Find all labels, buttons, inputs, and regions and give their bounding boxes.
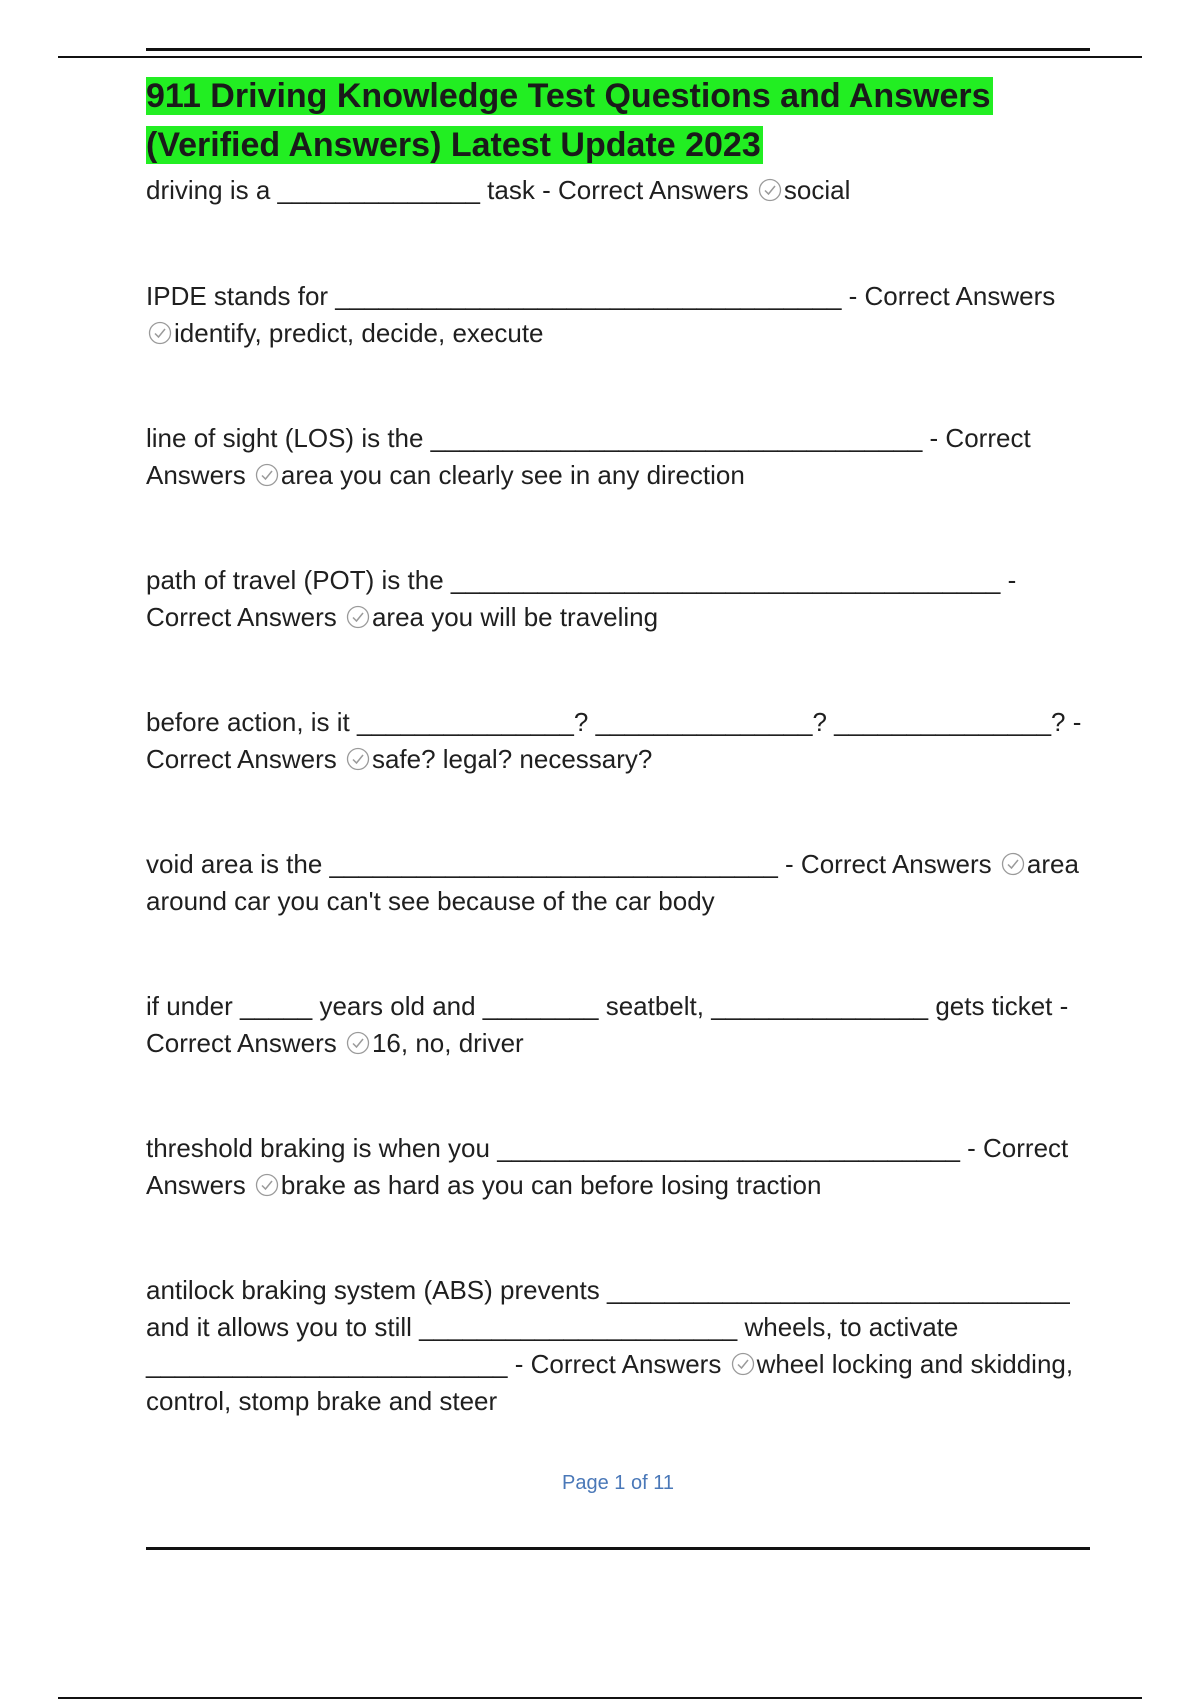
question-text: threshold braking is when you ________________________________ [146, 1133, 960, 1163]
check-icon [731, 1349, 755, 1373]
qa-item-6 [146, 846, 1090, 920]
question-text: IPDE stands for ___________________________________ [146, 281, 842, 311]
answer-prefix: - Correct Answers [146, 707, 1082, 774]
qa-item-1 [146, 172, 1090, 209]
answer-text: brake as hard as you can before losing traction [280, 1170, 822, 1200]
question-text: before action, is it _______________? _______________? _______________? [146, 707, 1066, 737]
answer-text: area you will be traveling [371, 602, 659, 632]
answer-prefix: - Correct Answers [777, 849, 999, 879]
page-rule-inner-top [146, 48, 1090, 51]
page-rule-outer-bottom [58, 1697, 1142, 1699]
page-number: Page 1 of 11 [562, 1472, 674, 1494]
check-icon [346, 1028, 370, 1052]
answer-prefix: - Correct Answers [146, 423, 1031, 490]
check-icon [346, 602, 370, 626]
qa-item-2 [146, 278, 1090, 352]
answer-text: wheel locking and skidding, control, stomp brake and steer [146, 1349, 1074, 1416]
answer-text: safe? legal? necessary? [371, 744, 653, 774]
check-icon [148, 318, 172, 342]
question-text: driving is a ______________ task [146, 175, 535, 205]
answer-text: 16, no, driver [371, 1028, 524, 1058]
answer-prefix: - Correct Answers [534, 175, 756, 205]
check-icon [346, 744, 370, 768]
qa-item-8 [146, 1130, 1090, 1204]
answer-text: area you can clearly see in any direction [280, 460, 745, 490]
answer-prefix: - Correct Answers [146, 565, 1017, 632]
question-text: void area is the _______________________________ [146, 849, 778, 879]
document-title [146, 72, 1090, 170]
document-content [146, 72, 1090, 1420]
answer-prefix: - Correct Answers [841, 281, 1056, 311]
title-line-2: (Verified Answers) Latest Update 2023 [146, 126, 761, 164]
title-line-1: 911 Driving Knowledge Test Questions and Answers [146, 77, 991, 115]
check-icon [255, 1170, 279, 1194]
question-text: if under _____ years old and ________ seatbelt, _______________ gets ticket [146, 991, 1053, 1021]
answer-text: identify, predict, decide, execute [174, 318, 544, 348]
answer-prefix: - Correct Answers [146, 991, 1069, 1058]
answer-text: social [783, 175, 851, 205]
qa-item-9 [146, 1272, 1090, 1420]
question-text: line of sight (LOS) is the __________________________________ [146, 423, 923, 453]
check-icon [758, 175, 782, 199]
check-icon [1001, 849, 1025, 873]
question-text: path of travel (POT) is the ______________________________________ [146, 565, 1001, 595]
page-rule-bottom [146, 1547, 1090, 1550]
qa-item-7 [146, 988, 1090, 1062]
qa-item-5 [146, 704, 1090, 778]
answer-prefix: - Correct Answers [146, 1133, 1069, 1200]
page-rule-outer-top [58, 56, 1142, 58]
question-text: antilock braking system (ABS) prevents ________________________________ and it allows you to still ______________________ wheels, to activate _________________________ [146, 1275, 1070, 1379]
answer-text: area around car you can't see because of the car body [146, 849, 1079, 916]
answer-prefix: - Correct Answers [507, 1349, 729, 1379]
qa-item-3 [146, 420, 1090, 494]
qa-item-4 [146, 562, 1090, 636]
check-icon [255, 460, 279, 484]
